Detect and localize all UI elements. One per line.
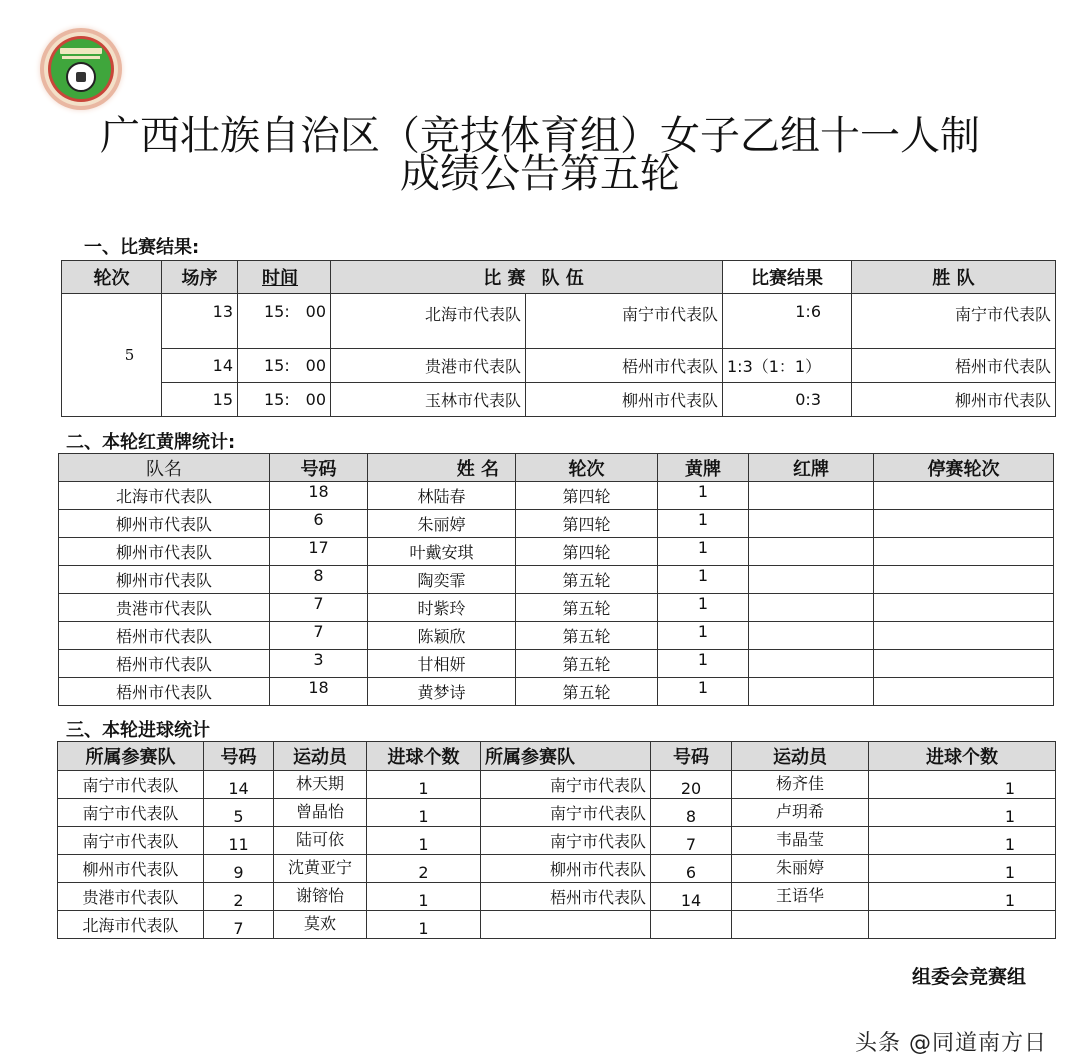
team-b-cell: 南宁市代表队 bbox=[526, 294, 723, 349]
team-b-cell: 梧州市代表队 bbox=[526, 349, 723, 383]
red-card-cell bbox=[749, 594, 874, 622]
team-cell: 贵港市代表队 bbox=[58, 883, 204, 911]
col-number-right: 号码 bbox=[651, 742, 732, 771]
cards-table bbox=[58, 453, 1054, 706]
number-cell: 11 bbox=[204, 827, 274, 855]
round-cell: 第五轮 bbox=[516, 622, 658, 650]
team-cell: 梧州市代表队 bbox=[59, 622, 270, 650]
red-card-cell bbox=[749, 482, 874, 510]
match-no-cell: 15 bbox=[162, 383, 238, 417]
goals-cell: 1 bbox=[869, 883, 1056, 911]
yellow-card-cell: 1 bbox=[658, 594, 749, 622]
table-row bbox=[62, 349, 1056, 383]
red-card-cell bbox=[749, 566, 874, 594]
player-cell: 杨齐佳 bbox=[732, 771, 869, 799]
team-cell: 柳州市代表队 bbox=[58, 855, 204, 883]
col-teams-b: 队 伍 bbox=[526, 261, 723, 294]
yellow-card-cell: 1 bbox=[658, 622, 749, 650]
col-player-right: 运动员 bbox=[732, 742, 869, 771]
number-cell: 6 bbox=[270, 510, 368, 538]
name-cell: 林陆春 bbox=[368, 482, 516, 510]
player-cell: 王语华 bbox=[732, 883, 869, 911]
player-cell: 韦晶莹 bbox=[732, 827, 869, 855]
player-cell: 林天期 bbox=[274, 771, 367, 799]
goals-table bbox=[57, 741, 1056, 939]
red-card-cell bbox=[749, 622, 874, 650]
suspension-cell bbox=[874, 678, 1054, 706]
table-row bbox=[58, 827, 1056, 855]
winner-cell: 柳州市代表队 bbox=[852, 383, 1056, 417]
result-cell: 1:3（1：1） bbox=[723, 349, 852, 383]
round-cell: 第四轮 bbox=[516, 482, 658, 510]
col-round: 轮次 bbox=[516, 454, 658, 482]
team-cell: 柳州市代表队 bbox=[59, 538, 270, 566]
round-cell: 第四轮 bbox=[516, 510, 658, 538]
team-cell: 梧州市代表队 bbox=[59, 650, 270, 678]
suspension-cell bbox=[874, 650, 1054, 678]
number-cell: 2 bbox=[204, 883, 274, 911]
team-a-cell: 贵港市代表队 bbox=[331, 349, 526, 383]
col-teams-a: 比 赛 bbox=[331, 261, 526, 294]
winner-cell: 南宁市代表队 bbox=[852, 294, 1056, 349]
goals-cell: 1 bbox=[367, 911, 481, 939]
number-cell: 9 bbox=[204, 855, 274, 883]
table-row bbox=[59, 510, 1054, 538]
col-team-left: 所属参赛队 bbox=[58, 742, 204, 771]
number-cell: 7 bbox=[651, 827, 732, 855]
round-cell: 第四轮 bbox=[516, 538, 658, 566]
team-cell: 柳州市代表队 bbox=[481, 855, 651, 883]
team-cell: 南宁市代表队 bbox=[481, 827, 651, 855]
name-cell: 甘相妍 bbox=[368, 650, 516, 678]
col-match-no: 场序 bbox=[162, 261, 238, 294]
yellow-card-cell: 1 bbox=[658, 566, 749, 594]
col-yellow: 黄牌 bbox=[658, 454, 749, 482]
suspension-cell bbox=[874, 566, 1054, 594]
result-cell: 0:3 bbox=[723, 383, 852, 417]
goals-cell bbox=[869, 911, 1056, 939]
col-number: 号码 bbox=[270, 454, 368, 482]
number-cell: 17 bbox=[270, 538, 368, 566]
table-row bbox=[58, 911, 1056, 939]
team-cell: 北海市代表队 bbox=[59, 482, 270, 510]
suspension-cell bbox=[874, 538, 1054, 566]
team-cell: 梧州市代表队 bbox=[59, 678, 270, 706]
player-cell: 谢镕怡 bbox=[274, 883, 367, 911]
time-cell: 15: 00 bbox=[238, 294, 331, 349]
team-cell: 南宁市代表队 bbox=[481, 771, 651, 799]
col-number-left: 号码 bbox=[204, 742, 274, 771]
number-cell: 8 bbox=[651, 799, 732, 827]
table-row bbox=[59, 622, 1054, 650]
number-cell: 3 bbox=[270, 650, 368, 678]
goals-cell: 1 bbox=[367, 799, 481, 827]
round-cell: 第五轮 bbox=[516, 678, 658, 706]
table-row bbox=[59, 566, 1054, 594]
round-cell: 第五轮 bbox=[516, 566, 658, 594]
match-no-cell: 13 bbox=[162, 294, 238, 349]
yellow-card-cell: 1 bbox=[658, 538, 749, 566]
team-cell: 南宁市代表队 bbox=[481, 799, 651, 827]
col-player-left: 运动员 bbox=[274, 742, 367, 771]
player-cell: 卢玥希 bbox=[732, 799, 869, 827]
number-cell: 20 bbox=[651, 771, 732, 799]
col-winner: 胜 队 bbox=[852, 261, 1056, 294]
col-result: 比赛结果 bbox=[723, 261, 852, 294]
result-cell: 1:6 bbox=[723, 294, 852, 349]
number-cell: 6 bbox=[651, 855, 732, 883]
round-cell: 第五轮 bbox=[516, 594, 658, 622]
red-card-cell bbox=[749, 510, 874, 538]
yellow-card-cell: 1 bbox=[658, 482, 749, 510]
yellow-card-cell: 1 bbox=[658, 510, 749, 538]
goals-cell: 1 bbox=[367, 827, 481, 855]
yellow-card-cell: 1 bbox=[658, 650, 749, 678]
team-cell: 南宁市代表队 bbox=[58, 799, 204, 827]
suspension-cell bbox=[874, 510, 1054, 538]
suspension-cell bbox=[874, 622, 1054, 650]
number-cell: 14 bbox=[204, 771, 274, 799]
goals-cell: 1 bbox=[367, 883, 481, 911]
suspension-cell bbox=[874, 482, 1054, 510]
col-goals-left: 进球个数 bbox=[367, 742, 481, 771]
col-time bbox=[238, 261, 331, 294]
col-round: 轮次 bbox=[62, 261, 162, 294]
number-cell: 7 bbox=[204, 911, 274, 939]
watermark: 头条 @同道南方日 bbox=[855, 1031, 1047, 1056]
goals-cell: 1 bbox=[367, 771, 481, 799]
col-team-right: 所属参赛队 bbox=[481, 742, 651, 771]
team-cell: 柳州市代表队 bbox=[59, 566, 270, 594]
team-a-cell: 玉林市代表队 bbox=[331, 383, 526, 417]
number-cell: 18 bbox=[270, 678, 368, 706]
number-cell bbox=[651, 911, 732, 939]
name-cell: 叶戴安琪 bbox=[368, 538, 516, 566]
round-cell: 5 bbox=[62, 294, 162, 417]
goals-cell: 1 bbox=[869, 799, 1056, 827]
number-cell: 14 bbox=[651, 883, 732, 911]
number-cell: 8 bbox=[270, 566, 368, 594]
player-cell: 朱丽婷 bbox=[732, 855, 869, 883]
goals-cell: 2 bbox=[367, 855, 481, 883]
team-cell: 梧州市代表队 bbox=[481, 883, 651, 911]
section3-heading: 三、本轮进球统计 bbox=[66, 720, 210, 741]
team-cell: 南宁市代表队 bbox=[58, 771, 204, 799]
table-row bbox=[58, 771, 1056, 799]
table-row bbox=[59, 594, 1054, 622]
player-cell: 沈黄亚宁 bbox=[274, 855, 367, 883]
number-cell: 18 bbox=[270, 482, 368, 510]
team-cell: 南宁市代表队 bbox=[58, 827, 204, 855]
red-card-cell bbox=[749, 678, 874, 706]
goals-cell: 1 bbox=[869, 827, 1056, 855]
football-association-logo-icon bbox=[40, 28, 122, 110]
red-card-cell bbox=[749, 538, 874, 566]
player-cell: 曾晶怡 bbox=[274, 799, 367, 827]
section2-heading: 二、本轮红黄牌统计: bbox=[66, 432, 236, 453]
name-cell: 黄梦诗 bbox=[368, 678, 516, 706]
page-title-line2: 成绩公告第五轮 bbox=[400, 151, 680, 197]
player-cell: 陆可依 bbox=[274, 827, 367, 855]
name-cell: 陈颖欣 bbox=[368, 622, 516, 650]
col-team: 队名 bbox=[59, 454, 270, 482]
red-card-cell bbox=[749, 650, 874, 678]
table-header-row bbox=[58, 742, 1056, 771]
table-row bbox=[58, 799, 1056, 827]
table-row bbox=[62, 294, 1056, 349]
team-cell: 北海市代表队 bbox=[58, 911, 204, 939]
col-red: 红牌 bbox=[749, 454, 874, 482]
time-cell: 15: 00 bbox=[238, 349, 331, 383]
player-cell bbox=[732, 911, 869, 939]
table-row bbox=[58, 855, 1056, 883]
player-cell: 莫欢 bbox=[274, 911, 367, 939]
number-cell: 5 bbox=[204, 799, 274, 827]
organizer-signature: 组委会竞赛组 bbox=[912, 966, 1027, 988]
table-row bbox=[59, 678, 1054, 706]
team-b-cell: 柳州市代表队 bbox=[526, 383, 723, 417]
team-a-cell: 北海市代表队 bbox=[331, 294, 526, 349]
table-row bbox=[59, 650, 1054, 678]
goals-cell: 1 bbox=[869, 855, 1056, 883]
match-results-table bbox=[61, 260, 1056, 417]
section1-heading: 一、比赛结果: bbox=[84, 237, 200, 258]
col-time-label: 时间 bbox=[262, 268, 298, 289]
table-row bbox=[59, 538, 1054, 566]
number-cell: 7 bbox=[270, 622, 368, 650]
col-suspension: 停赛轮次 bbox=[874, 454, 1054, 482]
name-cell: 朱丽婷 bbox=[368, 510, 516, 538]
number-cell: 7 bbox=[270, 594, 368, 622]
yellow-card-cell: 1 bbox=[658, 678, 749, 706]
suspension-cell bbox=[874, 594, 1054, 622]
goals-cell: 1 bbox=[869, 771, 1056, 799]
name-cell: 时紫玲 bbox=[368, 594, 516, 622]
table-row bbox=[59, 482, 1054, 510]
col-goals-right: 进球个数 bbox=[869, 742, 1056, 771]
winner-cell: 梧州市代表队 bbox=[852, 349, 1056, 383]
name-cell: 陶奕霏 bbox=[368, 566, 516, 594]
team-cell: 贵港市代表队 bbox=[59, 594, 270, 622]
table-row bbox=[62, 383, 1056, 417]
table-header-row bbox=[62, 261, 1056, 294]
table-header-row bbox=[59, 454, 1054, 482]
time-cell: 15: 00 bbox=[238, 383, 331, 417]
table-row bbox=[58, 883, 1056, 911]
team-cell bbox=[481, 911, 651, 939]
page-title-line1: 广西壮族自治区（竞技体育组）女子乙组十一人制 bbox=[100, 113, 980, 159]
round-cell: 第五轮 bbox=[516, 650, 658, 678]
match-no-cell: 14 bbox=[162, 349, 238, 383]
col-name: 姓 名 bbox=[368, 454, 516, 482]
team-cell: 柳州市代表队 bbox=[59, 510, 270, 538]
